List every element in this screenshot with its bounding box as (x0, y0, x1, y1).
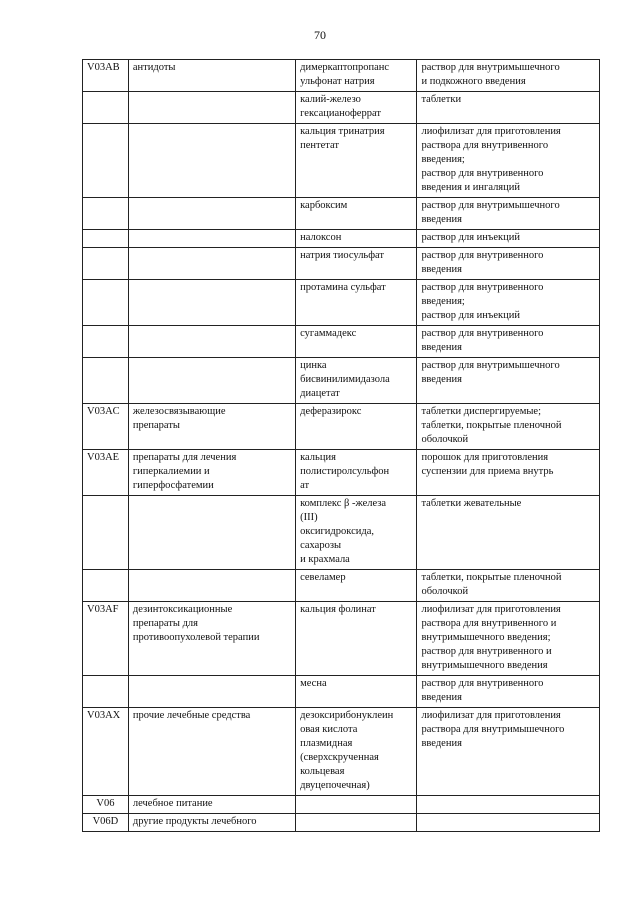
table-row (83, 124, 600, 198)
drug-name: димеркаптопропанс ульфонат натрия (296, 60, 417, 92)
atc-code: V06D (83, 814, 129, 832)
group-name: прочие лечебные средства (128, 708, 295, 796)
dosage-form: лиофилизат для приготовления раствора для внутривенного и внутримышечного введения; раствор для внутривенного и внутримышечного введения (417, 602, 600, 676)
table-row (83, 570, 600, 602)
atc-code: V03AF (83, 602, 129, 676)
drug-name: месна (296, 676, 417, 708)
atc-code (83, 496, 129, 570)
table-row (83, 450, 600, 496)
dosage-form: раствор для внутримышечного и подкожного введения (417, 60, 600, 92)
table-row (83, 602, 600, 676)
atc-code (83, 124, 129, 198)
drug-name: кальция полистиролсульфон ат (296, 450, 417, 496)
group-name: антидоты (128, 60, 295, 92)
drug-name: кальция фолинат (296, 602, 417, 676)
drug-name: цинка бисвинилимидазола диацетат (296, 358, 417, 404)
dosage-form: таблетки жевательные (417, 496, 600, 570)
drug-name: калий-железо гексацианоферрат (296, 92, 417, 124)
atc-code (83, 280, 129, 326)
group-name (128, 496, 295, 570)
dosage-form: таблетки диспергируемые; таблетки, покрытые пленочной оболочкой (417, 404, 600, 450)
atc-code (83, 248, 129, 280)
dosage-form: раствор для внутривенного введения (417, 248, 600, 280)
atc-code: V06 (83, 796, 129, 814)
group-name: лечебное питание (128, 796, 295, 814)
table-row (83, 248, 600, 280)
group-name (128, 248, 295, 280)
dosage-form: раствор для инъекций (417, 230, 600, 248)
table-row (83, 60, 600, 92)
atc-code (83, 570, 129, 602)
atc-code (83, 198, 129, 230)
dosage-form: раствор для внутривенного введения (417, 326, 600, 358)
drug-name: кальция тринатрия пентетат (296, 124, 417, 198)
dosage-form: лиофилизат для приготовления раствора для внутримышечного введения (417, 708, 600, 796)
drug-name: сугаммадекс (296, 326, 417, 358)
dosage-form: лиофилизат для приготовления раствора для внутривенного введения; раствор для внутривенного введения и ингаляций (417, 124, 600, 198)
dosage-form: раствор для внутривенного введения (417, 676, 600, 708)
group-name (128, 570, 295, 602)
dosage-form (417, 796, 600, 814)
atc-code (83, 326, 129, 358)
table-row (83, 280, 600, 326)
drug-name: дезоксирибонуклеин овая кислота плазмидная (сверхскрученная кольцевая двуцепочечная) (296, 708, 417, 796)
dosage-form: раствор для внутримышечного введения (417, 358, 600, 404)
drug-name (296, 796, 417, 814)
group-name (128, 326, 295, 358)
drug-name: натрия тиосульфат (296, 248, 417, 280)
atc-code: V03AX (83, 708, 129, 796)
atc-code: V03AE (83, 450, 129, 496)
group-name: другие продукты лечебного (128, 814, 295, 832)
table-row (83, 230, 600, 248)
group-name (128, 92, 295, 124)
group-name (128, 676, 295, 708)
table-row (83, 358, 600, 404)
table-row (83, 92, 600, 124)
table-row (83, 796, 600, 814)
drug-name: севеламер (296, 570, 417, 602)
table-row (83, 814, 600, 832)
dosage-form: таблетки, покрытые пленочной оболочкой (417, 570, 600, 602)
drug-name: протамина сульфат (296, 280, 417, 326)
group-name (128, 198, 295, 230)
page-number: 70 (314, 28, 326, 42)
group-name (128, 280, 295, 326)
drug-name: карбоксим (296, 198, 417, 230)
atc-code (83, 676, 129, 708)
dosage-form (417, 814, 600, 832)
table-row (83, 198, 600, 230)
dosage-form: таблетки (417, 92, 600, 124)
drug-name: комплекс β -железа (III) оксигидроксида, сахарозы и крахмала (296, 496, 417, 570)
dosage-form: порошок для приготовления суспензии для приема внутрь (417, 450, 600, 496)
table-row (83, 404, 600, 450)
dosage-form: раствор для внутривенного введения; раствор для инъекций (417, 280, 600, 326)
table-row (83, 676, 600, 708)
group-name (128, 230, 295, 248)
group-name (128, 358, 295, 404)
dosage-form: раствор для внутримышечного введения (417, 198, 600, 230)
drug-name: налоксон (296, 230, 417, 248)
atc-code (83, 230, 129, 248)
group-name: препараты для лечения гиперкалиемии и гиперфосфатемии (128, 450, 295, 496)
group-name: дезинтоксикационные препараты для противоопухолевой терапии (128, 602, 295, 676)
group-name (128, 124, 295, 198)
atc-code (83, 358, 129, 404)
atc-code: V03AC (83, 404, 129, 450)
atc-code (83, 92, 129, 124)
drug-name (296, 814, 417, 832)
table-row (83, 326, 600, 358)
table-row (83, 708, 600, 796)
group-name: железосвязывающие препараты (128, 404, 295, 450)
table-row (83, 496, 600, 570)
drug-name: деферазирокс (296, 404, 417, 450)
atc-code: V03AB (83, 60, 129, 92)
medication-table (82, 59, 600, 832)
